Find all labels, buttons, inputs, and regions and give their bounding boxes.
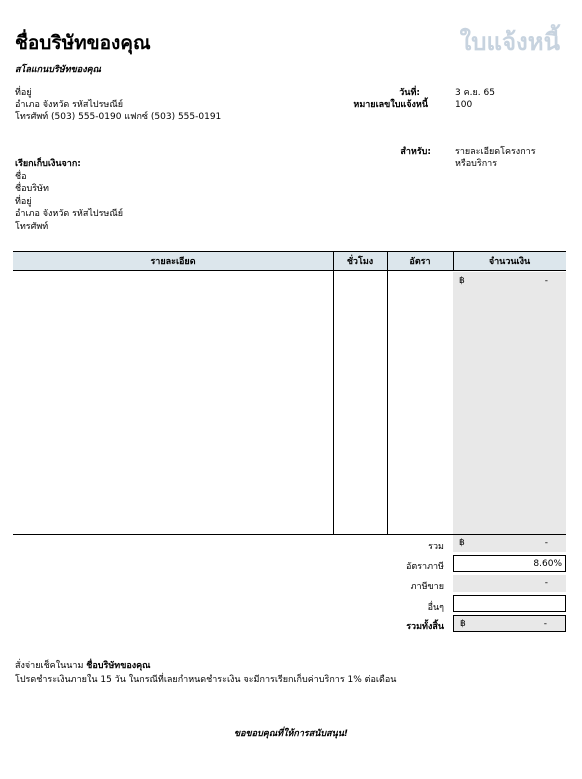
amount-currency: ฿: [459, 276, 465, 286]
date-value: 3 ค.ย. 65: [455, 88, 495, 98]
column-header-description: รายละเอียด: [13, 251, 333, 271]
subtotal-value: -: [544, 538, 548, 548]
amount-column: [453, 272, 566, 534]
tax-rate-cell: [453, 555, 566, 572]
other-label: อื่นๆ: [427, 603, 444, 613]
sender-phone-line: โทรศัพท์ (503) 555-0190 แฟกซ์ (503) 555-0191: [15, 112, 222, 122]
company-slogan: สโลแกนบริษัทของคุณ: [15, 65, 101, 75]
total-currency: ฿: [460, 619, 466, 629]
for-label: สำหรับ:: [400, 147, 431, 157]
payable-to-line: [15, 660, 151, 672]
line-items-table: [13, 251, 566, 534]
bill-to-address: ที่อยู่: [15, 197, 32, 207]
invoice-number-label: หมายเลขใบแจ้งหนี้: [353, 100, 428, 110]
bill-to-city-line: อำเภอ จังหวัด รหัสไปรษณีย์: [15, 209, 123, 219]
sales-tax-cell: [453, 575, 566, 592]
column-header-rate: อัตรา: [387, 251, 453, 271]
column-header-hours: ชั่วโมง: [333, 251, 387, 271]
other-cell: [453, 595, 566, 612]
amount-value: -: [544, 276, 548, 286]
column-divider: [387, 251, 388, 534]
column-divider: [333, 251, 334, 534]
sender-city-line: อำเภอ จังหวัด รหัสไปรษณีย์: [15, 100, 123, 110]
tax-rate-label: อัตราภาษี: [405, 562, 444, 572]
total-label: รวมทั้งสิ้น: [406, 622, 444, 632]
bill-to-company: ชื่อบริษัท: [15, 184, 49, 194]
company-name: ชื่อบริษัทของคุณ: [15, 32, 151, 54]
bill-to-phone: โทรศัพท์: [15, 222, 49, 232]
sales-tax-value: -: [544, 578, 548, 588]
column-divider: [453, 251, 454, 271]
invoice-number-value: 100: [455, 100, 473, 110]
total-value: -: [543, 619, 547, 629]
for-value-line-2: หรือบริการ: [455, 159, 498, 169]
subtotal-label: รวม: [428, 542, 444, 552]
for-value-line-1: รายละเอียดโครงการ: [455, 147, 536, 157]
sales-tax-label: ภาษีขาย: [410, 582, 444, 592]
subtotal-currency: ฿: [459, 538, 465, 548]
column-header-amount: จำนวนเงิน: [453, 251, 566, 271]
tax-rate-value: 8.60%: [533, 559, 562, 569]
thank-you-message: ขอขอบคุณที่ให้การสนับสนุน!: [233, 729, 349, 739]
bill-to-heading: เรียกเก็บเงินจาก:: [15, 159, 81, 169]
sender-address: ที่อยู่: [15, 88, 32, 98]
payable-company: ชื่อบริษัทของคุณ: [86, 661, 151, 671]
total-cell: [453, 615, 566, 632]
bill-to-name: ชื่อ: [15, 172, 27, 182]
payable-prefix: สั่งจ่ายเช็คในนาม: [15, 661, 84, 671]
payment-terms: โปรดชำระเงินภายใน 15 วัน ในกรณีที่เลยกำหนดชำระเงิน จะมีการเรียกเก็บค่าบริการ 1% ต่อเดือน: [15, 675, 397, 685]
document-title: ใบแจ้งหนี้: [459, 28, 560, 56]
date-label: วันที่:: [399, 88, 420, 98]
subtotal-cell: [453, 535, 566, 552]
